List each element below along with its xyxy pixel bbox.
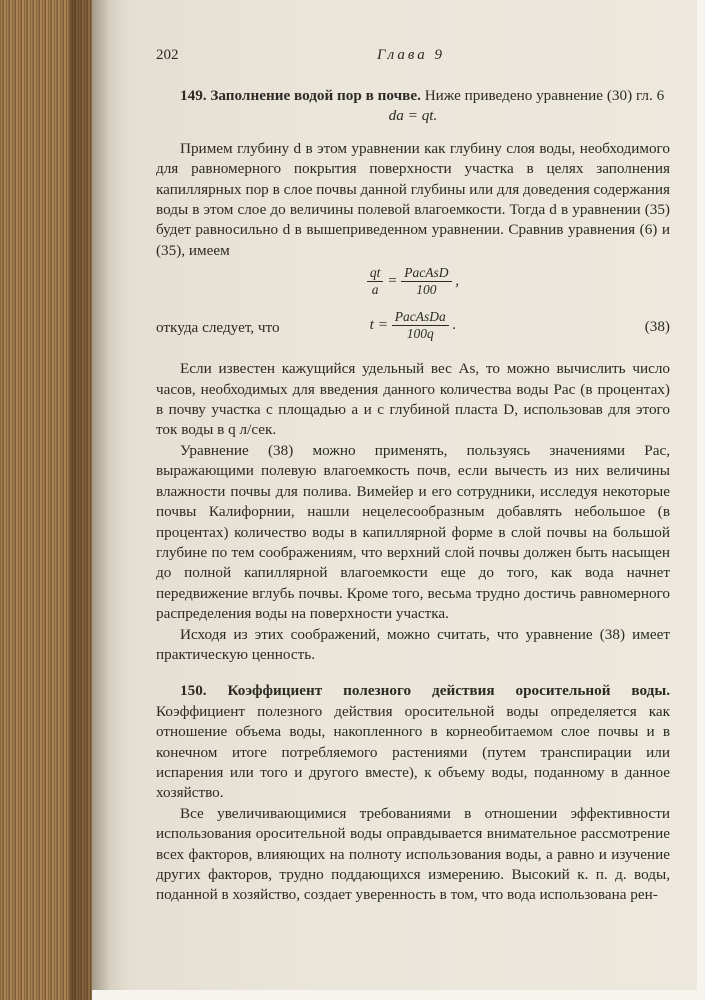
section-150-para2: Все увеличивающимися требованиями в отношении эффективности использования оросительной воды оправдывается внимательное рассмотрение всех факторов, влияющих на полноту использования воды, а равно и изучение других факторов, трудно поддающихся измерению. Высокий к. п. д. воды, поданной в хозяйство, создает уверенность в том, что вода использована рен-	[156, 804, 670, 904]
page-content	[156, 86, 670, 906]
page-edge-right	[697, 0, 705, 1000]
section-149-para3: Уравнение (38) можно применять, пользуясь значениями Pac, выражающими полевую влагоемкость почв, если вычесть из них величины влажности почвы для полива. Вимейер и его сотрудники, исследуя некоторые почвы Калифорнии, нашли нецелесообразным добавлять небольшое (в процентах) количество воды в капиллярной форме в слой почвы на большой глубине по тем соображениям, что верхний слой почвы должен быть насыщен до полной капиллярной влагоемкости еще до того, как вода начнет передвижение вглубь почвы. Кроме того, весьма трудно достичь равномерного распределения воды на поверхности участка.	[156, 441, 670, 623]
section-150-para1: Коэффициент полезного действия оросительной воды определяется как отношение объема воды, накопленного в корнеобитаемом слое почвы и в конечном итоге потребляемого растениями (путем транспирации или испарения или того и другого вместе), к объему воды, поданному в данное хозяйство.	[156, 702, 670, 802]
formula-2-trail: .	[452, 316, 457, 334]
formula-2-rhs-num: PacAsDa	[392, 309, 449, 326]
section-149-title: 149. Заполнение водой пор в почве.	[180, 87, 421, 104]
gutter-shadow	[70, 0, 110, 1000]
formula-2-lhs: t =	[369, 316, 388, 334]
chapter-title: Глава 9	[376, 47, 446, 63]
formula-1-trail: ,	[455, 272, 460, 290]
formula-1-rhs-num: PacAsD	[401, 265, 451, 282]
section-150-heading	[156, 681, 670, 803]
formula-1-rhs-den: 100	[416, 282, 437, 298]
section-149-intro	[156, 86, 670, 106]
section-149-para1: Примем глубину d в этом уравнении как глубину слоя воды, необходимого для равномерного покрытия поверхности участка в целях заполнения капиллярных пор в слое почвы данной глубины или для доведения содержания воды в этом слое до величины полевой влагоемкости. Тогда d в уравнении (35) будет равносильно d в вышеприведенном уравнении. Сравнив уравнения (6) и (35), имеем	[156, 139, 670, 259]
formula-1-lhs	[367, 265, 384, 298]
formula-1-eq: =	[387, 272, 398, 290]
section-150-title: 150. Коэффициент полезного действия оросительной воды.	[180, 682, 670, 700]
section-149-para2: Если известен кажущийся удельный вес As, то можно вычислить число часов, необходимых для введения данного количества воды Pac (в процентах) в почву участка с площадью a и с глубиной пласта D, использовав для этого ток воды в q л/сек.	[156, 360, 670, 439]
from-which-text: откуда следует, что	[156, 319, 280, 337]
section-149-intro-text: Ниже приведено уравнение (30) гл. 6	[424, 87, 665, 104]
formula-2-rhs	[392, 309, 449, 342]
formula-2-rhs-den: 100q	[406, 326, 434, 342]
formula-1-rhs	[401, 265, 451, 298]
formula-2	[156, 305, 670, 349]
section-149-para4: Исходя из этих соображений, можно считать, что уравнение (38) имеет практическую ценность.	[156, 625, 670, 663]
formula-1-lhs-den: a	[371, 282, 379, 298]
equation-number-38: (38)	[644, 318, 670, 336]
formula-1	[156, 261, 670, 305]
running-header	[156, 47, 666, 69]
formula-1-lhs-num: qt	[367, 265, 384, 282]
page-edge-bottom	[92, 990, 705, 1000]
equation-da: da = qt.	[388, 107, 438, 125]
page-number: 202	[156, 47, 179, 63]
